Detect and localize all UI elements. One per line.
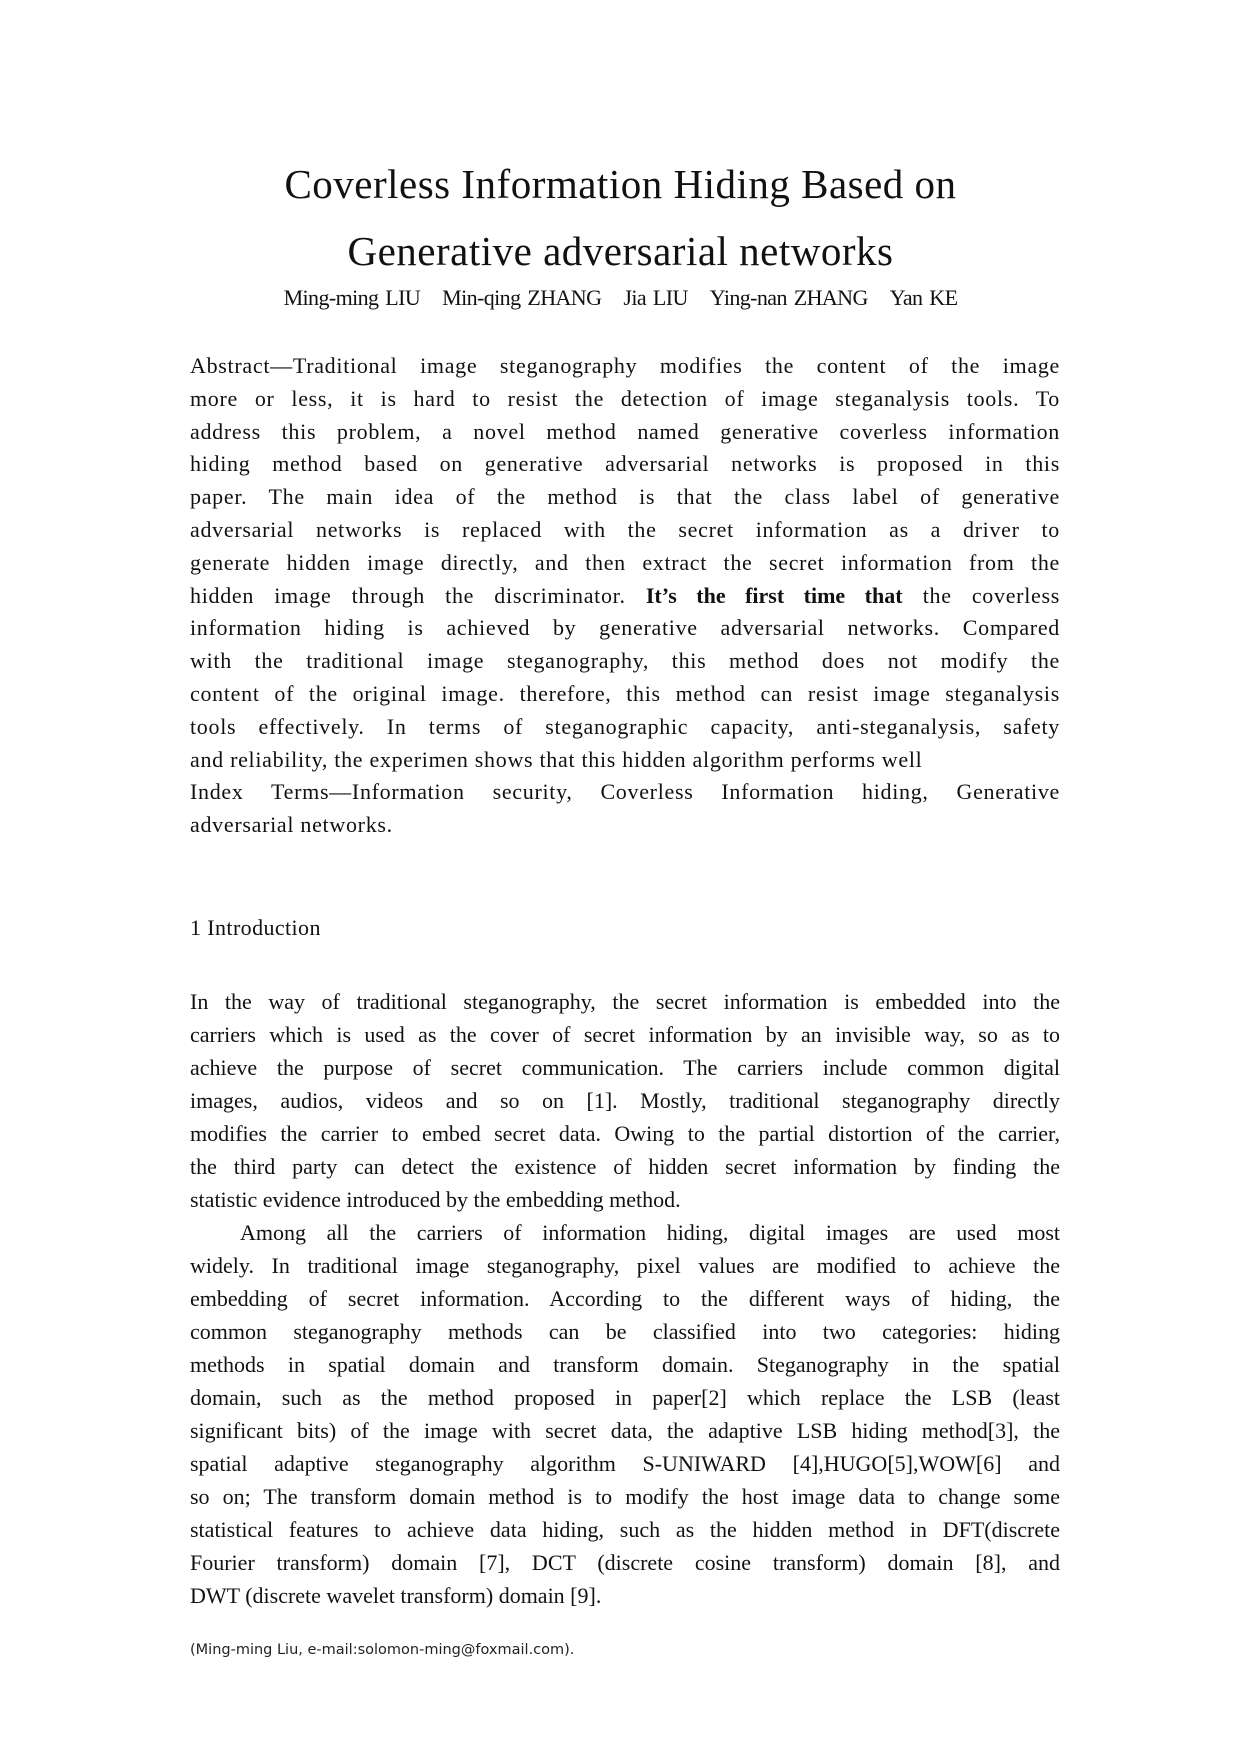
text-line: images, audios, videos and so on [1]. Mostly, traditional steganography directly [190,1088,1060,1113]
text-line: more or less, it is hard to resist the detection of image steganalysis tools. To [190,385,1060,411]
text-segment: hidden image through the discriminator. [190,582,626,608]
text-line: paper. The main idea of the method is that the class label of generative [190,484,1060,510]
text-line: statistic evidence introduced by the embedding method. [190,1187,681,1212]
text-line: In the way of traditional steganography, the secret information is embedded into the [190,989,1060,1014]
author-list [0,285,1241,311]
text-line: adversarial networks is replaced with the secret information as a driver to [190,516,1060,542]
text-line: and reliability, the experimen shows that this hidden algorithm performs well [190,746,923,772]
paper-title-line-1: Coverless Information Hiding Based on [284,161,957,207]
text-line: information hiding is achieved by generative adversarial networks. Compared [190,615,1060,641]
footnote-email: (Ming-ming Liu, e-mail:solomon-ming@foxmail.com). [190,1642,575,1658]
intro-paragraph-2 [190,1216,1060,1612]
text-line: widely. In traditional image steganography, pixel values are modified to achieve the [190,1253,1060,1278]
text-line: common steganography methods can be classified into two categories: hiding [190,1319,1060,1344]
text-line: with the traditional image steganography, this method does not modify the [190,648,1060,674]
text-line: adversarial networks. [190,811,393,837]
author: Ying-nan ZHANG [709,285,868,310]
text-line: address this problem, a novel method named generative coverless information [190,418,1060,444]
text-line: Index Terms—Information security, Coverless Information hiding, Generative [190,779,1060,804]
author: Min-qing ZHANG [442,285,602,310]
author: Yan KE [889,285,958,310]
text-line: Abstract—Traditional image steganography modifies the content of the image [190,353,1060,378]
text-line [190,580,1060,613]
text-line: DWT (discrete wavelet transform) domain [9]. [190,1583,602,1608]
paper-title-line-2: Generative adversarial networks [347,228,894,274]
text-line: achieve the purpose of secret communication. The carriers include common digital [190,1055,1060,1080]
text-line: carriers which is used as the cover of secret information by an invisible way, so as to [190,1022,1060,1047]
text-line: tools effectively. In terms of steganographic capacity, anti-steganalysis, safety [190,713,1060,739]
text-line: content of the original image. therefore, this method can resist image steganalysis [190,680,1060,706]
author: Ming-ming LIU [283,285,421,310]
text-line: so on; The transform domain method is to modify the host image data to change some [190,1484,1060,1509]
index-terms [190,776,1060,842]
author: Jia LIU [623,285,688,310]
text-line: significant bits) of the image with secret data, the adaptive LSB hiding method[3], the [190,1418,1060,1443]
text-line: modifies the carrier to embed secret data. Owing to the partial distortion of the carrier, [190,1121,1060,1146]
intro-paragraph-1 [190,985,1060,1216]
text-line: Among all the carriers of information hiding, digital images are used most [240,1220,1060,1245]
text-line: generate hidden image directly, and then extract the secret information from the [190,549,1060,575]
text-line: hiding method based on generative adversarial networks is proposed in this [190,451,1060,477]
bold-phrase: It’s the first time that [645,582,903,608]
section-heading: 1 Introduction [190,915,321,940]
text-line: spatial adaptive steganography algorithm S-UNIWARD [4],HUGO[5],WOW[6] and [190,1451,1060,1476]
text-segment: the coverless [922,582,1061,608]
text-line: statistical features to achieve data hiding, such as the hidden method in DFT(discrete [190,1517,1060,1542]
text-line: methods in spatial domain and transform domain. Steganography in the spatial [190,1352,1060,1377]
text-line: embedding of secret information. According to the different ways of hiding, the [190,1286,1060,1311]
text-line: Fourier transform) domain [7], DCT (discrete cosine transform) domain [8], and [190,1550,1060,1575]
text-line: the third party can detect the existence of hidden secret information by finding the [190,1154,1060,1179]
text-line: domain, such as the method proposed in paper[2] which replace the LSB (least [190,1385,1060,1410]
abstract [190,350,1060,776]
